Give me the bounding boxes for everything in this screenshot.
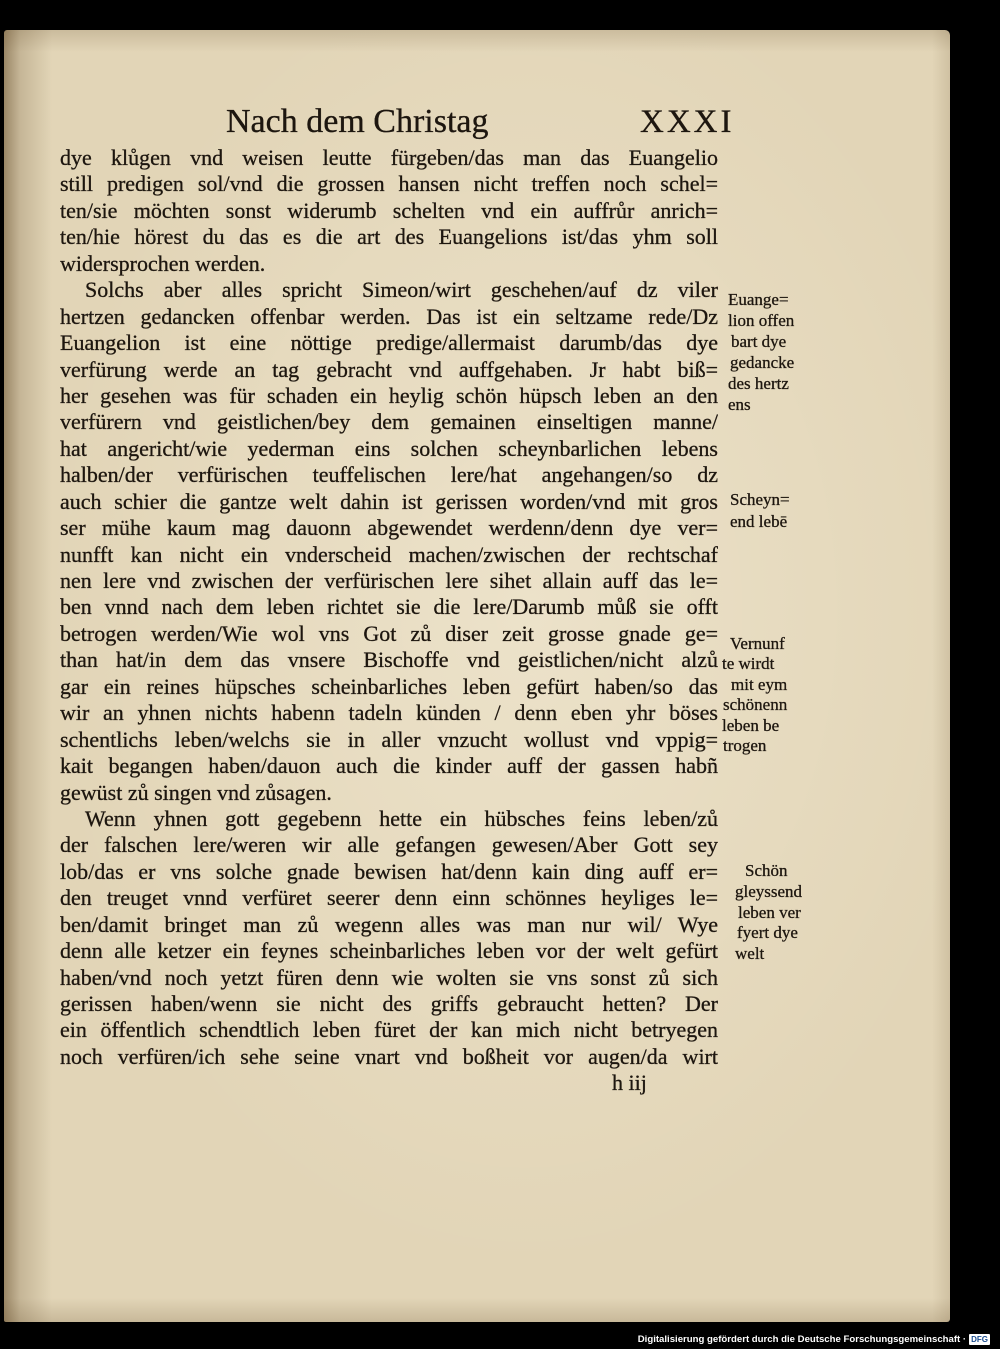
margin-note-line: fyert dye (737, 923, 798, 943)
margin-note-line: te wirdt (722, 654, 775, 674)
running-head: Nach dem Christag (226, 103, 489, 140)
text-line: nen lere vnd zwischen der verfürischen lere sihet allain auff das le= (60, 568, 718, 593)
margin-note-line: gedancke (730, 353, 795, 372)
text-line: nunfft kan nicht ein vnderscheid machen/zwischen der rechtschaf (60, 541, 718, 567)
text-line: ben vnnd nach dem leben richtet sie die lere/Darumb můß sie offt (60, 594, 718, 620)
text-line: ten/sie möchten sonst widerumb schelten vnd ein auffrůr anrich= (60, 197, 718, 223)
text-line: lob/das er vns solche gnade bewisen hat/denn kain ding auff er= (60, 858, 718, 884)
text-line: widersprochen werden. (60, 250, 266, 276)
text-line: Euangelion ist eine nöttige predige/allermaist darumb/das dye (60, 330, 718, 356)
text-line: noch verfüren/ich sehe seine vnart vnd boßheit vor augen/da wirt (60, 1043, 718, 1069)
margin-note-line: schönenn (723, 695, 788, 715)
text-line: hat angericht/wie yederman eins solchen scheynbarlichen lebens (60, 435, 718, 461)
margin-note-line: Schön (745, 861, 788, 880)
text-line: kait begangen haben/dauon auch die kinder auff der gassen habñ (60, 753, 718, 779)
margin-note-line: Scheyn= (730, 490, 790, 509)
text-line: hertzen gedancken offenbar werden. Das ist ein seltzame rede/Dz (60, 303, 718, 329)
text-line: her gesehen was für schaden ein heylig schön hüpsch leben an den (60, 382, 718, 408)
margin-note (730, 489, 790, 533)
dfg-logo: DFG (971, 1334, 988, 1344)
text-line: haben/vnd noch yetzt füren denn wie wolten sie vns sonst zů sich (60, 964, 718, 990)
margin-note (728, 289, 794, 415)
text-line: still predigen sol/vnd die grossen hansen nicht treffen noch schel= (60, 171, 718, 197)
text-line: halben/der verfürischen teuffelischen lere/hat angehangen/so dz (60, 462, 718, 488)
text-line: ten/hie hörest du das es die art des Euangelions ist/das yhm soll (60, 224, 718, 250)
text-line: den treuget vnnd verfüret seerer denn einn schönnes heyliges le= (60, 885, 718, 911)
body-text (60, 145, 718, 1070)
margin-note-line: leben ver (738, 902, 801, 922)
margin-note-line: des hertz (728, 374, 789, 393)
folio-number: XXXI (640, 104, 735, 140)
signature-mark: h iij (612, 1070, 647, 1095)
margin-note-line: bart dye (731, 332, 787, 351)
text-line: verfürung werde an tag gebracht vnd auffgehaben. Jr habt biß= (60, 356, 718, 382)
text-line: than hat/in dem das vnsere Bischoffe vnd geistlichen/nicht alzů (60, 647, 718, 673)
text-line: der falschen lere/weren wir alle gefangen gewesen/Aber Gott sey (60, 832, 718, 858)
margin-note-line: Vernunf (730, 634, 785, 653)
text-line: gar ein reines hüpsches scheinbarliches leben gefürt haben/so das (60, 673, 718, 699)
text-line: gewüst zů singen vnd zůsagen. (60, 779, 332, 805)
text-line: ben/damit bringet man zů wegenn alles was man nur wil/ Wye (60, 911, 718, 937)
text-line: wir an yhnen nichts habenn tadeln künden / denn eben yhr böses (60, 700, 718, 726)
text-line: schentlichs leben/welchs sie in aller vnzucht wollust vnd vppig= (60, 726, 718, 752)
margin-note-line: trogen (723, 736, 767, 756)
margin-note-line: leben be (722, 715, 780, 735)
margin-note-line: gleyssend (735, 881, 803, 901)
margin-note-line: end lebē (730, 512, 788, 531)
margin-note-line: welt (735, 944, 765, 964)
text-line: ser mühe kaum mag dauonn abgewendet werdenn/denn dye ver= (60, 515, 718, 541)
text-line: ein öffentlich schendtlich leben füret der kan mich nicht betryegen (60, 1017, 718, 1043)
text-line: betrogen werden/Wie wol vns Got zů diser zeit grosse gnade ge= (60, 620, 718, 646)
margin-note-line: Euange= (728, 290, 789, 309)
margin-note-line: ens (728, 395, 751, 414)
margin-note (735, 861, 802, 965)
text-line: auch schier die gantze welt dahin ist gerissen worden/vnd mit gros (60, 488, 718, 514)
margin-note-line: lion offen (728, 311, 795, 330)
margin-note (722, 634, 787, 756)
margin-note-line: mit eym (731, 674, 788, 694)
digitization-credit (638, 1332, 990, 1346)
text-line: Solchs aber alles spricht Simeon/wirt geschehen/auf dz viler (85, 277, 718, 303)
text-line: dye klůgen vnd weisen leutte fürgeben/das man das Euangelio (60, 145, 718, 170)
text-line: Wenn yhnen gott gegebenn hette ein hübsches feins leben/zů (85, 805, 718, 831)
text-line: denn alle ketzer ein feynes scheinbarliches leben vor der welt gefürt (60, 938, 718, 964)
text-line: gerissen haben/wenn sie nicht des griffs gebraucht hetten? Der (60, 991, 718, 1016)
credit-text: Digitalisierung gefördert durch die Deutsche Forschungsgemeinschaft · (637, 1333, 967, 1345)
text-line: verfürern vnd geistlichen/bey dem gemainen einseltigen manne/ (60, 409, 718, 435)
